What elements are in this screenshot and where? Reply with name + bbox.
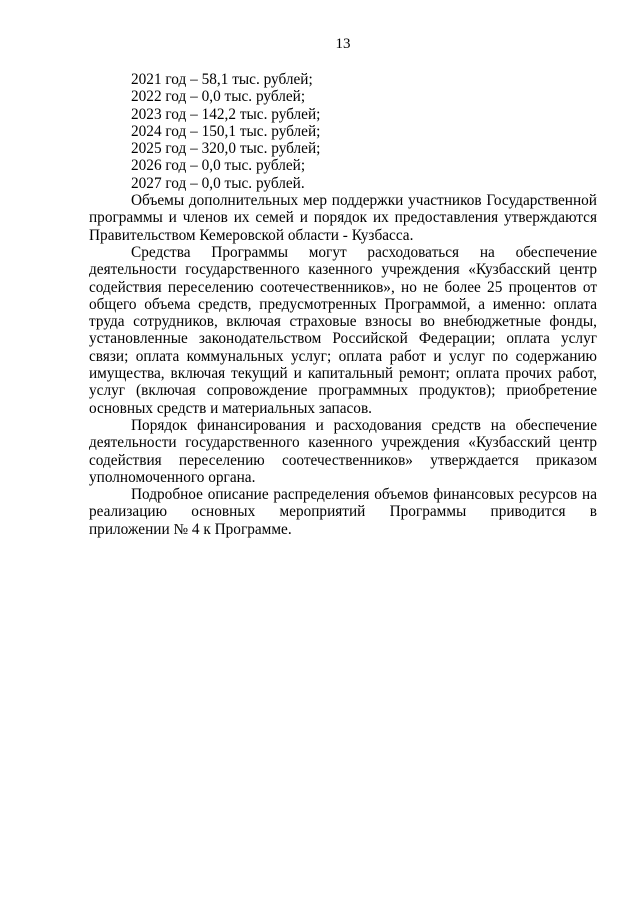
- paragraph-line: деятельности государственного казенного учреждения «Кузбасский центр: [89, 261, 597, 279]
- paragraph-line: Порядок финансирования и расходования средств на обеспечение: [131, 416, 597, 434]
- document-body: [89, 71, 597, 538]
- year-item: 2022 год – 0,0 тыс. рублей;: [131, 88, 306, 106]
- paragraph-line: реализацию основных мероприятий Программы приводится в: [89, 503, 597, 521]
- paragraph: [89, 244, 597, 417]
- paragraph-line: услуг (включая сопровождение программных продуктов); приобретение: [89, 382, 597, 400]
- paragraph-line: программы и членов их семей и порядок их предоставления утверждаются: [89, 209, 597, 227]
- paragraph: [89, 417, 597, 486]
- paragraph-line: имущества, включая текущий и капитальный ремонт; оплата прочих работ,: [89, 365, 597, 383]
- year-item: 2024 год – 150,1 тыс. рублей;: [131, 122, 321, 140]
- paragraph-line: общего объема средств, предусмотренных Программой, а именно: оплата: [89, 295, 597, 313]
- paragraph-line: связи; оплата коммунальных услуг; оплата работ и услуг по содержанию: [89, 347, 597, 365]
- paragraph-line: Правительством Кемеровской области - Кузбасса.: [89, 226, 414, 244]
- page-number: 13: [335, 36, 351, 52]
- year-item: 2027 год – 0,0 тыс. рублей.: [131, 174, 305, 192]
- year-item: 2021 год – 58,1 тыс. рублей;: [131, 71, 313, 88]
- yearly-funding-list: [89, 71, 597, 192]
- year-item: 2025 год – 320,0 тыс. рублей;: [131, 140, 321, 158]
- paragraph-line: Средства Программы могут расходоваться на обеспечение: [131, 243, 597, 261]
- paragraph-line: уполномоченного органа.: [89, 468, 256, 486]
- year-item: 2023 год – 142,2 тыс. рублей;: [131, 105, 321, 123]
- paragraph-line: приложении № 4 к Программе.: [89, 520, 292, 538]
- paragraph-line: содействия переселению соотечественников», но не более 25 процентов от: [89, 278, 597, 296]
- paragraph-line: содействия переселению соотечественников» утверждается приказом: [89, 451, 597, 469]
- paragraph-line: труда сотрудников, включая страховые взносы во внебюджетные фонды,: [89, 313, 597, 331]
- paragraph-line: Объемы дополнительных мер поддержки участников Государственной: [131, 192, 597, 210]
- paragraph-line: основных средств и материальных запасов.: [89, 399, 372, 417]
- paragraph: [89, 192, 597, 244]
- paragraph-line: установленные законодательством Российской Федерации; оплата услуг: [89, 330, 597, 348]
- year-item: 2026 год – 0,0 тыс. рублей;: [131, 157, 306, 175]
- paragraph-line: Подробное описание распределения объемов финансовых ресурсов на: [131, 486, 597, 504]
- paragraph: [89, 486, 597, 538]
- paragraph-line: деятельности государственного казенного учреждения «Кузбасский центр: [89, 434, 597, 452]
